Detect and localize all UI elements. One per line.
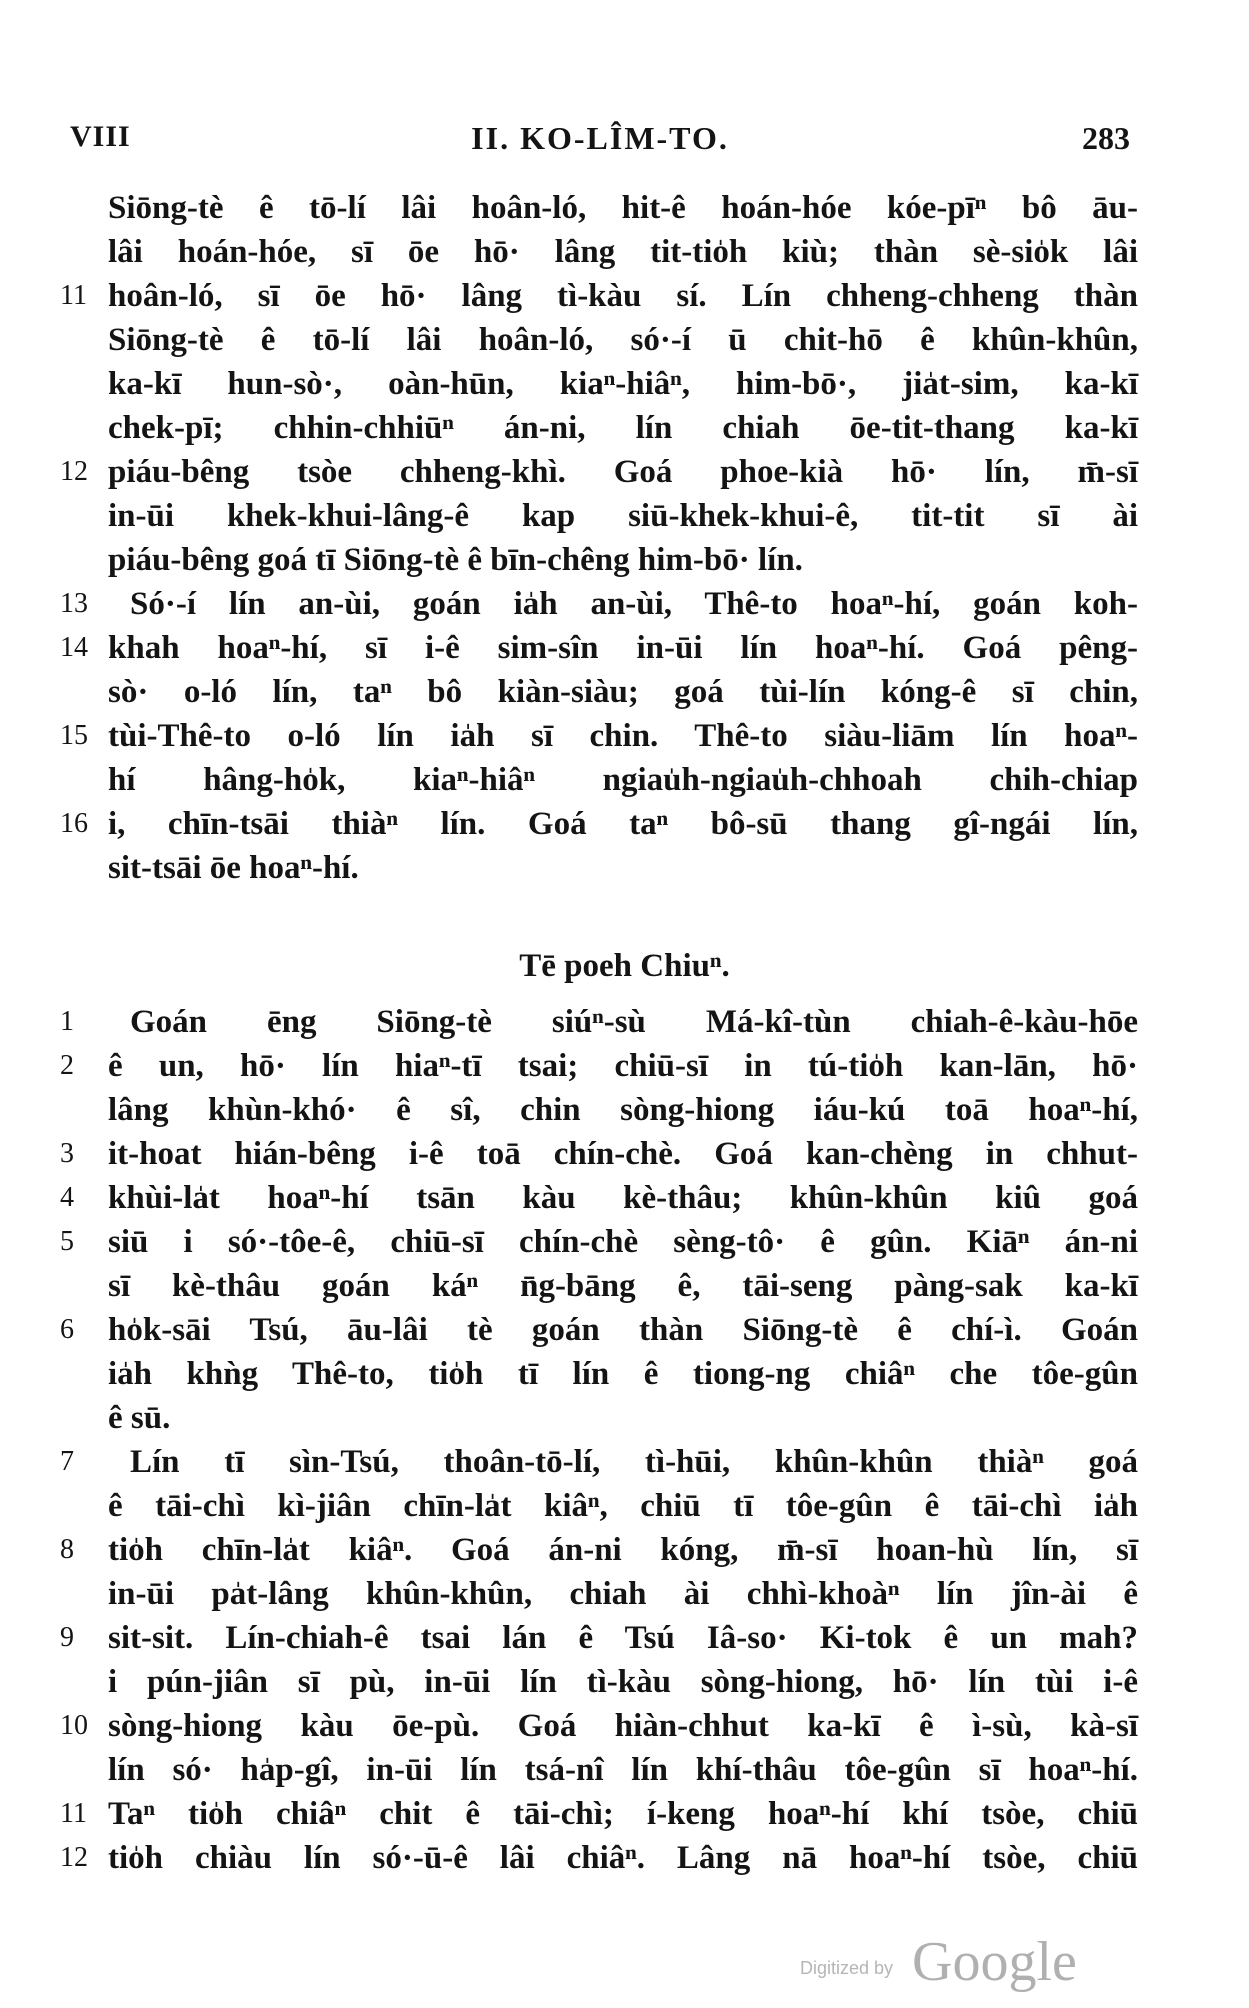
upper-text-block	[60, 186, 1140, 890]
line-text: chek-pī; chhin-chhiūⁿ án-ni, lín chiah ōe-tit-thang ka-kī	[108, 410, 1138, 446]
line-text: hoân-ló, sī ōe hō· lâng tì-kàu sí. Lín chheng-chheng thàn	[108, 278, 1138, 314]
line-text: piáu-bêng goá tī Siōng-tè ê bīn-chêng him-bō· lín.	[108, 542, 803, 578]
line-text: ho̍k-sāi Tsú, āu-lâi tè goán thàn Siōng-tè ê chí-ì. Goán	[108, 1312, 1138, 1348]
text-line	[60, 1088, 1140, 1132]
line-text: ê sū.	[108, 1400, 171, 1436]
text-line	[60, 582, 1140, 626]
verse-number: 16	[60, 808, 88, 839]
line-text: sò· o-ló lín, taⁿ bô kiàn-siàu; goá tùi-lín kóng-ê sī chin,	[108, 674, 1138, 710]
line-text: Siōng-tè ê tō-lí lâi hoân-ló, hit-ê hoán-hóe kóe-pīⁿ bô āu-	[108, 190, 1138, 226]
text-line	[60, 1396, 1140, 1440]
line-text: Taⁿ tio̍h chiâⁿ chit ê tāi-chì; í-keng hoaⁿ-hí khí tsòe, chiū	[108, 1796, 1138, 1832]
text-line	[60, 1352, 1140, 1396]
verse-number: 1	[60, 1006, 74, 1037]
digitized-watermark	[800, 1930, 1180, 1993]
verse-number: 12	[60, 1842, 88, 1873]
line-text: sit-tsāi ōe hoaⁿ-hí.	[108, 850, 359, 886]
line-text: lín só· ha̍p-gî, in-ūi lín tsá-nî lín khí-thâu tôe-gûn sī hoaⁿ-hí.	[108, 1752, 1138, 1788]
verse-number: 9	[60, 1622, 74, 1653]
verse-number: 14	[60, 632, 88, 663]
line-text: in-ūi pa̍t-lâng khûn-khûn, chiah ài chhì-khoàⁿ lín jîn-ài ê	[108, 1576, 1138, 1612]
text-line	[60, 1704, 1140, 1748]
text-line	[60, 186, 1140, 230]
verse-number: 11	[60, 280, 87, 311]
text-line	[60, 230, 1140, 274]
line-text: Siōng-tè ê tō-lí lâi hoân-ló, só·-í ū chit-hō ê khûn-khûn,	[108, 322, 1138, 358]
text-line	[60, 1748, 1140, 1792]
line-text: sit-sit. Lín-chiah-ê tsai lán ê Tsú Iâ-so· Ki-tok ê un mah?	[108, 1620, 1138, 1656]
running-header	[70, 120, 1130, 170]
digitized-by-label: Digitized by	[800, 1958, 894, 1978]
text-line	[60, 1484, 1140, 1528]
header-section-numeral: VIII	[70, 120, 131, 153]
verse-number: 10	[60, 1710, 88, 1741]
verse-number: 13	[60, 588, 88, 619]
text-line	[60, 318, 1140, 362]
text-line	[60, 1792, 1140, 1836]
line-text: sòng-hiong kàu ōe-pù. Goá hiàn-chhut ka-kī ê ì-sù, kà-sī	[108, 1708, 1138, 1744]
verse-number: 8	[60, 1534, 74, 1565]
text-line	[60, 1220, 1140, 1264]
line-text: lâi hoán-hóe, sī ōe hō· lâng tit-tio̍h kiù; thàn sè-sio̍k lâi	[108, 234, 1138, 270]
verse-number: 7	[60, 1446, 74, 1477]
line-text: tio̍h chiàu lín só·-ū-ê lâi chiâⁿ. Lâng nā hoaⁿ-hí tsòe, chiū	[108, 1840, 1138, 1876]
verse-number: 6	[60, 1314, 74, 1345]
text-line	[60, 1308, 1140, 1352]
line-text: tùi-Thê-to o-ló lín ia̍h sī chin. Thê-to siàu-liām lín hoaⁿ-	[108, 718, 1138, 754]
text-line	[60, 802, 1140, 846]
lower-text-block	[60, 1000, 1140, 1880]
text-line	[60, 494, 1140, 538]
line-text: it-hoat hián-bêng i-ê toā chín-chè. Goá kan-chèng in chhut-	[108, 1136, 1138, 1172]
line-text: sī kè-thâu goán káⁿ n̄g-bāng ê, tāi-seng pàng-sak ka-kī	[108, 1268, 1138, 1304]
text-line	[60, 538, 1140, 582]
verse-number: 5	[60, 1226, 74, 1257]
text-line	[60, 1836, 1140, 1880]
verse-number: 3	[60, 1138, 74, 1169]
line-text: Lín tī sìn-Tsú, thoân-tō-lí, tì-hūi, khûn-khûn thiàⁿ goá	[130, 1444, 1138, 1480]
text-line	[60, 1616, 1140, 1660]
text-line	[60, 1528, 1140, 1572]
text-line	[60, 274, 1140, 318]
verse-number: 4	[60, 1182, 74, 1213]
line-text: siū i só·-tôe-ê, chiū-sī chín-chè sèng-tô· ê gûn. Kiāⁿ án-ni	[108, 1224, 1138, 1260]
verse-number: 12	[60, 456, 88, 487]
text-line	[60, 1176, 1140, 1220]
verse-number: 11	[60, 1798, 87, 1829]
line-text: khùi-la̍t hoaⁿ-hí tsān kàu kè-thâu; khûn-khûn kiû goá	[108, 1180, 1138, 1216]
line-text: Goán ēng Siōng-tè siúⁿ-sù Má-kî-tùn chiah-ê-kàu-hōe	[130, 1004, 1138, 1040]
line-text: ia̍h khǹg Thê-to, tio̍h tī lín ê tiong-ng chiâⁿ che tôe-gûn	[108, 1356, 1138, 1392]
text-line	[60, 1660, 1140, 1704]
text-line	[60, 1440, 1140, 1484]
line-text: tio̍h chīn-la̍t kiâⁿ. Goá án-ni kóng, m̄-sī hoan-hù lín, sī	[108, 1532, 1138, 1568]
google-logo: Google	[912, 1931, 1077, 1993]
line-text: Só·-í lín an-ùi, goán ia̍h an-ùi, Thê-to hoaⁿ-hí, goán koh-	[130, 586, 1138, 622]
verse-number: 2	[60, 1050, 74, 1081]
line-text: in-ūi khek-khui-lâng-ê kap siū-khek-khui-ê, tit-tit sī ài	[108, 498, 1138, 534]
header-title: II. KO-LÎM-TO.	[471, 120, 729, 156]
line-text: ka-kī hun-sò·, oàn-hūn, kiaⁿ-hiâⁿ, him-bō·, jia̍t-sim, ka-kī	[108, 366, 1138, 402]
text-line	[60, 714, 1140, 758]
text-line	[60, 1264, 1140, 1308]
text-line	[60, 362, 1140, 406]
line-text: ê un, hō· lín hiaⁿ-tī tsai; chiū-sī in tú-tio̍h kan-lān, hō·	[108, 1048, 1138, 1084]
text-line	[60, 846, 1140, 890]
text-line	[60, 1000, 1140, 1044]
text-line	[60, 406, 1140, 450]
text-line	[60, 1044, 1140, 1088]
text-line	[60, 626, 1140, 670]
text-line	[60, 450, 1140, 494]
line-text: hí hâng-ho̍k, kiaⁿ-hiâⁿ ngiau̍h-ngiau̍h-chhoah chih-chiap	[108, 762, 1138, 798]
text-line	[60, 758, 1140, 802]
line-text: i pún-jiân sī pù, in-ūi lín tì-kàu sòng-hiong, hō· lín tùi i-ê	[108, 1664, 1138, 1700]
line-text: khah hoaⁿ-hí, sī i-ê sim-sîn in-ūi lín hoaⁿ-hí. Goá pêng-	[108, 630, 1138, 666]
chapter-heading: Tē poeh Chiuⁿ.	[519, 948, 730, 984]
line-text: piáu-bêng tsòe chheng-khì. Goá phoe-kià hō· lín, m̄-sī	[108, 454, 1138, 490]
verse-number: 15	[60, 720, 88, 751]
text-line	[60, 1132, 1140, 1176]
page-number: 283	[1082, 120, 1130, 156]
line-text: ê tāi-chì kì-jiân chīn-la̍t kiâⁿ, chiū tī tôe-gûn ê tāi-chì ia̍h	[108, 1488, 1138, 1524]
text-line	[60, 1572, 1140, 1616]
line-text: lâng khùn-khó· ê sî, chin sòng-hiong iáu-kú toā hoaⁿ-hí,	[108, 1092, 1138, 1128]
text-line	[60, 670, 1140, 714]
line-text: i, chīn-tsāi thiàⁿ lín. Goá taⁿ bô-sū thang gî-ngái lín,	[108, 806, 1138, 842]
